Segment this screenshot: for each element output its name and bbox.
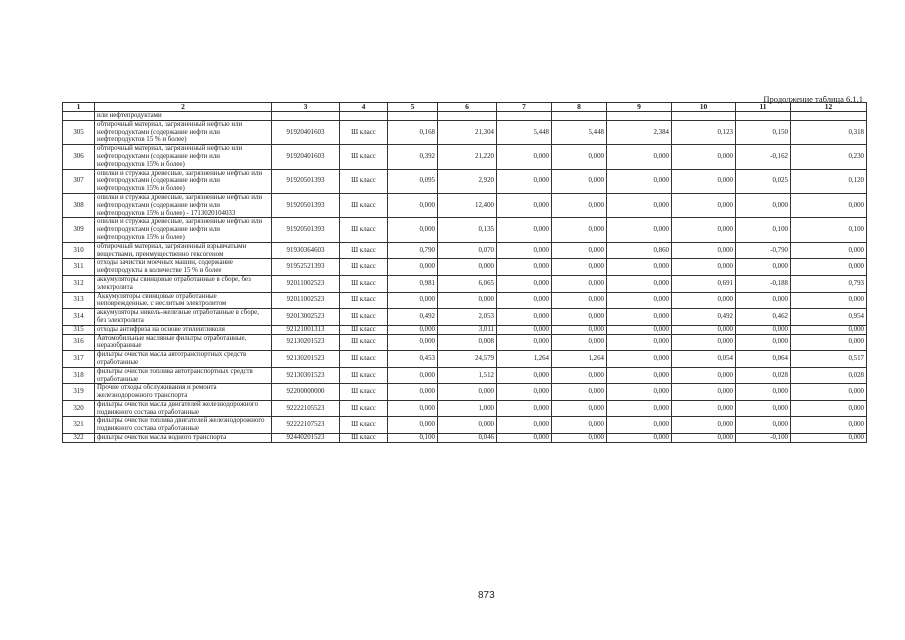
table-row	[63, 218, 867, 242]
value-cell: 0,000	[672, 292, 736, 309]
value-cell: 0,000	[552, 242, 607, 259]
row-number-cell: 306	[63, 145, 95, 169]
value-cell: 1,000	[438, 400, 497, 417]
value-cell: 0,000	[497, 334, 552, 351]
value-cell: 0,070	[438, 242, 497, 259]
value-cell: 0,000	[672, 400, 736, 417]
value-cell: 0,120	[791, 169, 867, 193]
value-cell: 0,000	[607, 417, 672, 434]
waste-name-cell: Аккумуляторы свинцовые отработанные неповрежденные, с неслитым электролитом	[95, 292, 272, 309]
value-cell: 0,028	[791, 367, 867, 384]
waste-code-cell: 92011002523	[272, 275, 340, 292]
value-cell: 0,000	[736, 384, 791, 401]
header-row	[63, 103, 867, 112]
value-cell: 0,000	[736, 334, 791, 351]
value-cell: 0,462	[736, 309, 791, 326]
column-header: 1	[63, 103, 95, 112]
value-cell: 0,100	[736, 218, 791, 242]
value-cell: 0,000	[552, 309, 607, 326]
value-cell: 0,392	[388, 145, 438, 169]
hazard-class-cell	[340, 112, 388, 121]
table-row	[63, 193, 867, 217]
waste-name-cell: обтирочный материал, загрязненный нефтью или нефтепродуктами (содержание нефти или нефтепродуктов 15% и более)	[95, 145, 272, 169]
value-cell: 0,168	[388, 120, 438, 144]
value-cell	[497, 112, 552, 121]
hazard-class-cell: Ш класс	[340, 400, 388, 417]
value-cell: 0,492	[672, 309, 736, 326]
value-cell: 0,000	[388, 292, 438, 309]
waste-code-cell	[272, 112, 340, 121]
value-cell: 0,000	[497, 367, 552, 384]
value-cell: -0,790	[736, 242, 791, 259]
value-cell: 0,000	[736, 292, 791, 309]
hazard-class-cell: Ш класс	[340, 325, 388, 334]
value-cell: 0,000	[497, 384, 552, 401]
value-cell	[438, 112, 497, 121]
value-cell: 0,000	[552, 325, 607, 334]
waste-code-cell: 91930364603	[272, 242, 340, 259]
value-cell: 0,000	[607, 325, 672, 334]
value-cell: 0,954	[791, 309, 867, 326]
row-number-cell: 321	[63, 417, 95, 434]
value-cell: 0,000	[736, 259, 791, 276]
value-cell: 0,000	[497, 400, 552, 417]
value-cell	[672, 112, 736, 121]
value-cell: 0,000	[607, 218, 672, 242]
value-cell: 0,000	[497, 434, 552, 443]
value-cell: 2,920	[438, 169, 497, 193]
value-cell: 0,492	[388, 309, 438, 326]
table-row	[63, 417, 867, 434]
value-cell: 0,000	[791, 193, 867, 217]
value-cell: 0,000	[438, 384, 497, 401]
value-cell: 0,000	[607, 145, 672, 169]
value-cell: 0,000	[736, 417, 791, 434]
value-cell: 0,100	[791, 218, 867, 242]
value-cell: 2,384	[607, 120, 672, 144]
hazard-class-cell: Ш класс	[340, 242, 388, 259]
value-cell: 0,000	[497, 193, 552, 217]
row-number-cell: 319	[63, 384, 95, 401]
value-cell: 0,000	[552, 169, 607, 193]
value-cell: 0,000	[672, 384, 736, 401]
value-cell: 0,000	[497, 218, 552, 242]
value-cell: 0,000	[497, 292, 552, 309]
row-number-cell: 309	[63, 218, 95, 242]
value-cell: 0,000	[388, 218, 438, 242]
value-cell: 0,000	[791, 292, 867, 309]
value-cell: 0,000	[497, 417, 552, 434]
value-cell: 0,000	[388, 417, 438, 434]
value-cell: 0,000	[607, 275, 672, 292]
waste-code-cell: 92222105523	[272, 400, 340, 417]
hazard-class-cell: Ш класс	[340, 193, 388, 217]
value-cell: 0,000	[497, 259, 552, 276]
table-row	[63, 334, 867, 351]
value-cell: 0,123	[672, 120, 736, 144]
table-body	[63, 112, 867, 443]
value-cell: 0,000	[672, 145, 736, 169]
value-cell: 0,000	[791, 384, 867, 401]
table-caption: Продолжение таблица 6.1.1	[763, 94, 863, 104]
value-cell: 0,000	[438, 417, 497, 434]
hazard-class-cell: Ш класс	[340, 292, 388, 309]
row-number-cell: 320	[63, 400, 95, 417]
table-row	[63, 275, 867, 292]
waste-name-cell: фильтры очистки масла автотранспортных средств отработанные	[95, 351, 272, 368]
waste-code-cell: 92440201523	[272, 434, 340, 443]
value-cell: 0,000	[552, 218, 607, 242]
waste-name-cell: аккумуляторы свинцовые отработанные в сборе, без электролита	[95, 275, 272, 292]
value-cell: 0,000	[552, 259, 607, 276]
value-cell: 0,000	[552, 400, 607, 417]
row-number-cell: 312	[63, 275, 95, 292]
row-number-cell: 310	[63, 242, 95, 259]
table-row	[63, 242, 867, 259]
value-cell: 0,453	[388, 351, 438, 368]
waste-name-cell: опилки и стружка древесные, загрязненные нефтью или нефтепродуктами (содержание нефти или нефтепродуктов 15% и более)	[95, 218, 272, 242]
value-cell: 0,000	[552, 384, 607, 401]
value-cell: 0,000	[736, 400, 791, 417]
waste-code-cell: 91952521393	[272, 259, 340, 276]
row-number-cell: 307	[63, 169, 95, 193]
value-cell: 0,000	[388, 384, 438, 401]
value-cell: 0,000	[672, 169, 736, 193]
value-cell: 5,448	[497, 120, 552, 144]
waste-name-cell: аккумуляторы никель-железные отработанные в сборе, без электролита	[95, 309, 272, 326]
table-row	[63, 120, 867, 144]
value-cell	[388, 112, 438, 121]
value-cell: 0,054	[672, 351, 736, 368]
column-header: 6	[438, 103, 497, 112]
column-header: 10	[672, 103, 736, 112]
table-row	[63, 434, 867, 443]
value-cell: 0,000	[552, 434, 607, 443]
column-header: 5	[388, 103, 438, 112]
value-cell: 0,028	[736, 367, 791, 384]
value-cell: 0,000	[607, 334, 672, 351]
table-row	[63, 400, 867, 417]
waste-code-cell: 91920501393	[272, 169, 340, 193]
waste-table	[62, 102, 867, 443]
value-cell: 0,000	[388, 325, 438, 334]
value-cell: 0,000	[552, 193, 607, 217]
value-cell: 0,790	[388, 242, 438, 259]
column-header: 4	[340, 103, 388, 112]
waste-name-cell: обтирочный материал, загрязненный нефтью или нефтепродуктами (содержание нефти или нефтепродуктов 15 % и более)	[95, 120, 272, 144]
value-cell: 0,000	[672, 259, 736, 276]
waste-name-cell: Прочие отходы обслуживания и ремонта железнодорожного транспорта	[95, 384, 272, 401]
table-row	[63, 351, 867, 368]
waste-code-cell: 92130201523	[272, 334, 340, 351]
value-cell	[552, 112, 607, 121]
value-cell: 0,000	[672, 367, 736, 384]
value-cell: 0,000	[388, 259, 438, 276]
value-cell: 1,512	[438, 367, 497, 384]
value-cell: 0,000	[497, 275, 552, 292]
value-cell: 0,000	[438, 259, 497, 276]
value-cell: 0,000	[497, 325, 552, 334]
waste-code-cell: 92013002523	[272, 309, 340, 326]
hazard-class-cell: Ш класс	[340, 367, 388, 384]
value-cell: 0,000	[552, 145, 607, 169]
value-cell: 0,000	[791, 259, 867, 276]
value-cell: 0,000	[791, 400, 867, 417]
value-cell: 0,000	[607, 367, 672, 384]
value-cell: 0,008	[438, 334, 497, 351]
value-cell: 0,000	[791, 325, 867, 334]
row-number-cell: 314	[63, 309, 95, 326]
value-cell: 0,000	[791, 434, 867, 443]
table-row	[63, 112, 867, 121]
value-cell: 0,000	[607, 384, 672, 401]
row-number-cell: 308	[63, 193, 95, 217]
value-cell: 1,264	[497, 351, 552, 368]
waste-name-cell: фильтры очистки топлива двигателей железнодорожного подвижного состава отработанные	[95, 417, 272, 434]
hazard-class-cell: Ш класс	[340, 218, 388, 242]
value-cell: 0,046	[438, 434, 497, 443]
hazard-class-cell: Ш класс	[340, 384, 388, 401]
waste-name-cell: фильтры очистки масла водного транспорта	[95, 434, 272, 443]
value-cell: 0,150	[736, 120, 791, 144]
waste-name-cell: опилки и стружка древесные, загрязненные нефтью или нефтепродуктами (содержание нефти или нефтепродуктов 15% и более) - 1713020104033	[95, 193, 272, 217]
value-cell: 0,000	[552, 334, 607, 351]
value-cell: 0,793	[791, 275, 867, 292]
waste-name-cell: Автомобильные масляные фильтры отработанные, неразобранные	[95, 334, 272, 351]
value-cell: 0,000	[388, 334, 438, 351]
value-cell: 0,000	[607, 351, 672, 368]
value-cell: 0,230	[791, 145, 867, 169]
value-cell: 0,691	[672, 275, 736, 292]
value-cell: 0,000	[607, 259, 672, 276]
value-cell	[736, 112, 791, 121]
waste-name-cell: фильтры очистки масла двигателей железнодорожного подвижного состава отработанные	[95, 400, 272, 417]
value-cell: 0,135	[438, 218, 497, 242]
value-cell: 0,000	[552, 275, 607, 292]
hazard-class-cell: Ш класс	[340, 434, 388, 443]
row-number-cell: 317	[63, 351, 95, 368]
row-number-cell: 316	[63, 334, 95, 351]
hazard-class-cell: Ш класс	[340, 309, 388, 326]
waste-code-cell: 92130201523	[272, 351, 340, 368]
value-cell: -0,188	[736, 275, 791, 292]
waste-name-cell: опилки и стружка древесные, загрязненные нефтью или нефтепродуктами (содержание нефти или нефтепродуктов 15% и более)	[95, 169, 272, 193]
row-number-cell: 318	[63, 367, 95, 384]
waste-code-cell: 92200000000	[272, 384, 340, 401]
value-cell: 24,579	[438, 351, 497, 368]
value-cell	[791, 112, 867, 121]
value-cell: 0,000	[672, 218, 736, 242]
value-cell: 0,000	[791, 242, 867, 259]
hazard-class-cell: Ш класс	[340, 120, 388, 144]
waste-code-cell: 92011002523	[272, 292, 340, 309]
value-cell: 0,517	[791, 351, 867, 368]
value-cell: 21,220	[438, 145, 497, 169]
waste-name-cell: отходы зачистки моечных машин, содержание нефтепродукты в количестве 15 % и более	[95, 259, 272, 276]
value-cell: 0,000	[672, 242, 736, 259]
row-number-cell: 315	[63, 325, 95, 334]
value-cell: 0,000	[672, 417, 736, 434]
column-header: 2	[95, 103, 272, 112]
column-header: 8	[552, 103, 607, 112]
column-header: 11	[736, 103, 791, 112]
value-cell: 0,000	[672, 334, 736, 351]
column-header: 3	[272, 103, 340, 112]
value-cell: 3,011	[438, 325, 497, 334]
value-cell: 0,095	[388, 169, 438, 193]
waste-name-cell: или нефтепродуктами	[95, 112, 272, 121]
page-number: 873	[478, 590, 495, 601]
waste-code-cell: 92130301523	[272, 367, 340, 384]
value-cell: 12,400	[438, 193, 497, 217]
value-cell: 2,053	[438, 309, 497, 326]
waste-code-cell: 92121001313	[272, 325, 340, 334]
value-cell: 0,000	[497, 309, 552, 326]
value-cell: 0,000	[736, 193, 791, 217]
waste-code-cell: 91920501393	[272, 193, 340, 217]
hazard-class-cell: Ш класс	[340, 275, 388, 292]
row-number-cell	[63, 112, 95, 121]
value-cell: 0,000	[672, 193, 736, 217]
row-number-cell: 313	[63, 292, 95, 309]
value-cell: 0,000	[607, 400, 672, 417]
value-cell: 0,000	[497, 169, 552, 193]
table-row	[63, 367, 867, 384]
row-number-cell: 322	[63, 434, 95, 443]
table-row	[63, 384, 867, 401]
value-cell: 0,000	[388, 400, 438, 417]
value-cell: 6,065	[438, 275, 497, 292]
value-cell: 0,000	[672, 434, 736, 443]
value-cell: 0,000	[607, 434, 672, 443]
table-row	[63, 325, 867, 334]
value-cell: -0,100	[736, 434, 791, 443]
hazard-class-cell: Ш класс	[340, 351, 388, 368]
table-row	[63, 292, 867, 309]
table-row	[63, 259, 867, 276]
value-cell: 0,981	[388, 275, 438, 292]
value-cell: 5,448	[552, 120, 607, 144]
value-cell: 0,025	[736, 169, 791, 193]
value-cell: 0,064	[736, 351, 791, 368]
waste-name-cell: фильтры очистки топлива автотранспортных средств отработанные	[95, 367, 272, 384]
value-cell: 0,000	[552, 417, 607, 434]
value-cell: 0,000	[552, 292, 607, 309]
value-cell: -0,162	[736, 145, 791, 169]
value-cell: 0,100	[388, 434, 438, 443]
waste-code-cell: 91920401603	[272, 120, 340, 144]
hazard-class-cell: Ш класс	[340, 259, 388, 276]
hazard-class-cell: Ш класс	[340, 334, 388, 351]
value-cell: 0,000	[497, 145, 552, 169]
column-header: 7	[497, 103, 552, 112]
waste-name-cell: обтирочный материал, загрязненный взрывчатыми веществами, преимущественно гексогеном	[95, 242, 272, 259]
table-row	[63, 169, 867, 193]
waste-name-cell: отходы антифриза на основе этиленгликоля	[95, 325, 272, 334]
value-cell: 0,000	[607, 309, 672, 326]
value-cell: 0,000	[736, 325, 791, 334]
value-cell: 0,000	[607, 193, 672, 217]
column-header: 12	[791, 103, 867, 112]
waste-code-cell: 91920501393	[272, 218, 340, 242]
value-cell: 1,264	[552, 351, 607, 368]
value-cell: 0,000	[672, 325, 736, 334]
value-cell: 0,000	[607, 292, 672, 309]
row-number-cell: 305	[63, 120, 95, 144]
hazard-class-cell: Ш класс	[340, 169, 388, 193]
table-row	[63, 145, 867, 169]
column-header: 9	[607, 103, 672, 112]
value-cell: 0,000	[497, 242, 552, 259]
value-cell: 0,000	[607, 169, 672, 193]
value-cell: 0,000	[388, 367, 438, 384]
value-cell: 0,000	[438, 292, 497, 309]
value-cell	[607, 112, 672, 121]
hazard-class-cell: Ш класс	[340, 417, 388, 434]
value-cell: 0,000	[791, 417, 867, 434]
waste-code-cell: 92222107523	[272, 417, 340, 434]
waste-code-cell: 91920401603	[272, 145, 340, 169]
value-cell: 0,318	[791, 120, 867, 144]
row-number-cell: 311	[63, 259, 95, 276]
value-cell: 0,000	[552, 367, 607, 384]
value-cell: 0,860	[607, 242, 672, 259]
value-cell: 0,000	[791, 334, 867, 351]
value-cell: 0,000	[388, 193, 438, 217]
table-row	[63, 309, 867, 326]
value-cell: 21,304	[438, 120, 497, 144]
hazard-class-cell: Ш класс	[340, 145, 388, 169]
